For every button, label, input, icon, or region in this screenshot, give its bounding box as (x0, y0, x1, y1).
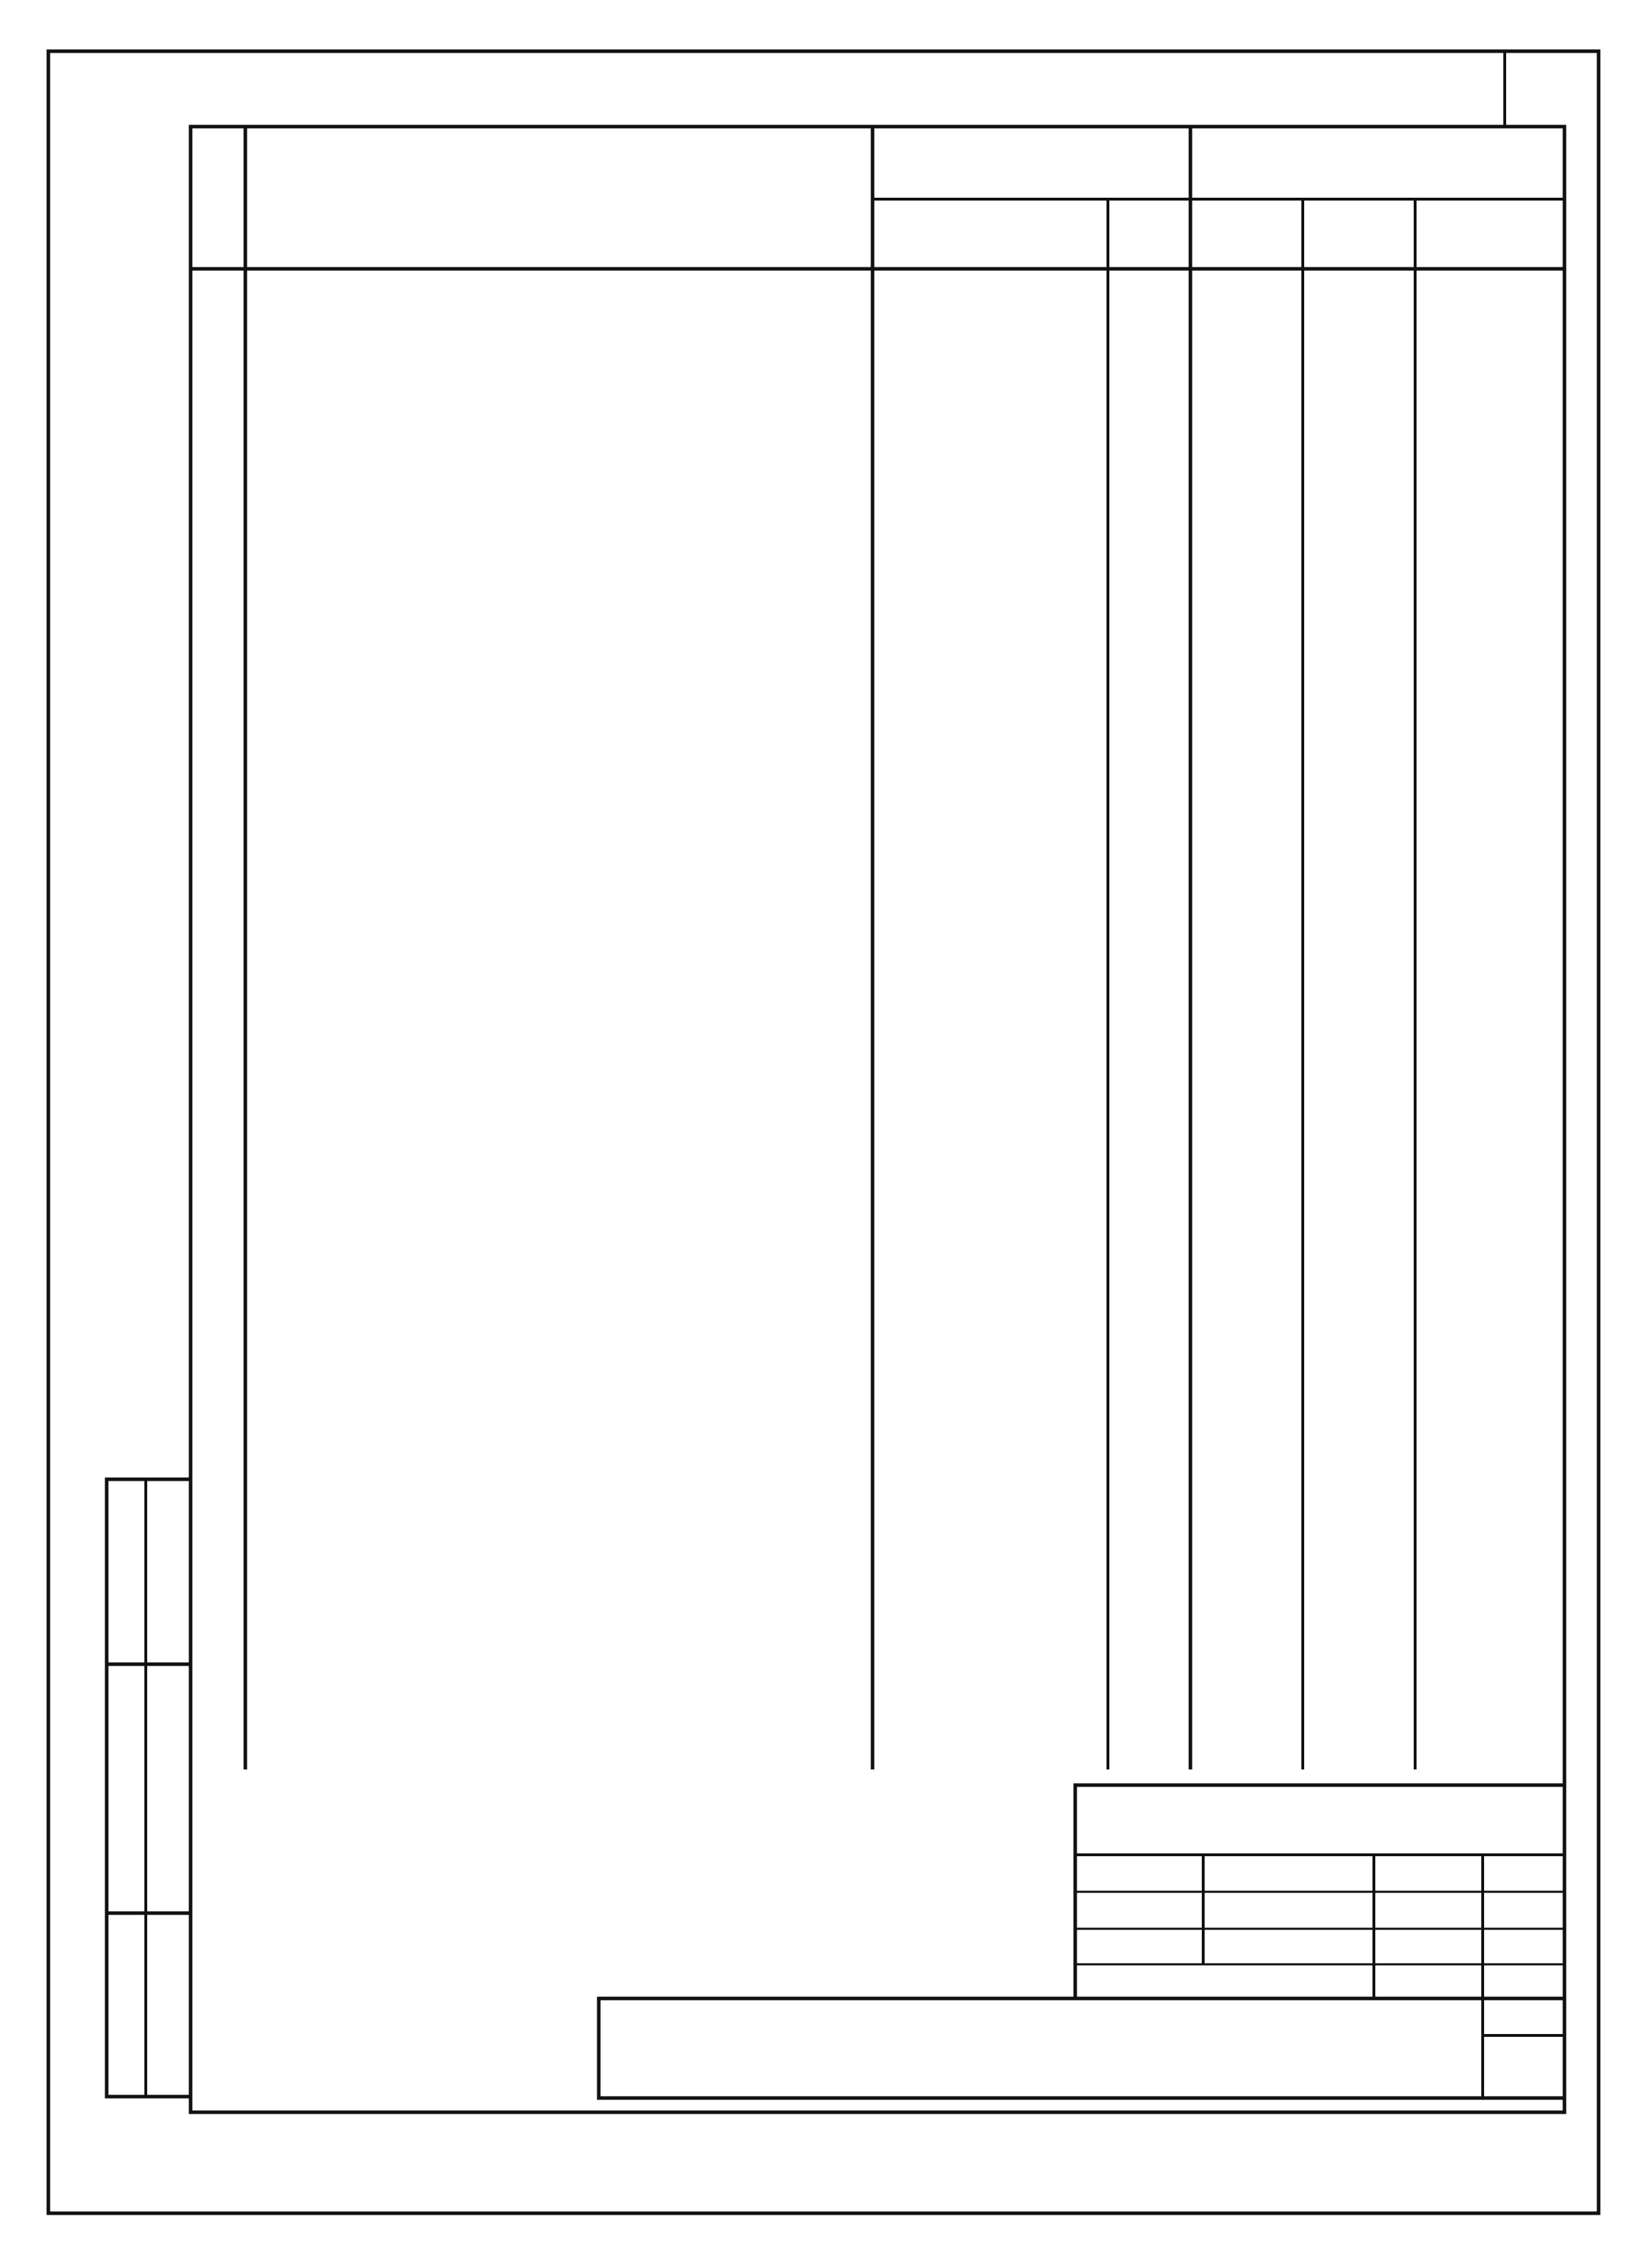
drawing-frame (191, 127, 1564, 2112)
side-stamp (107, 1479, 191, 2097)
sheet-frame (48, 51, 1599, 2213)
